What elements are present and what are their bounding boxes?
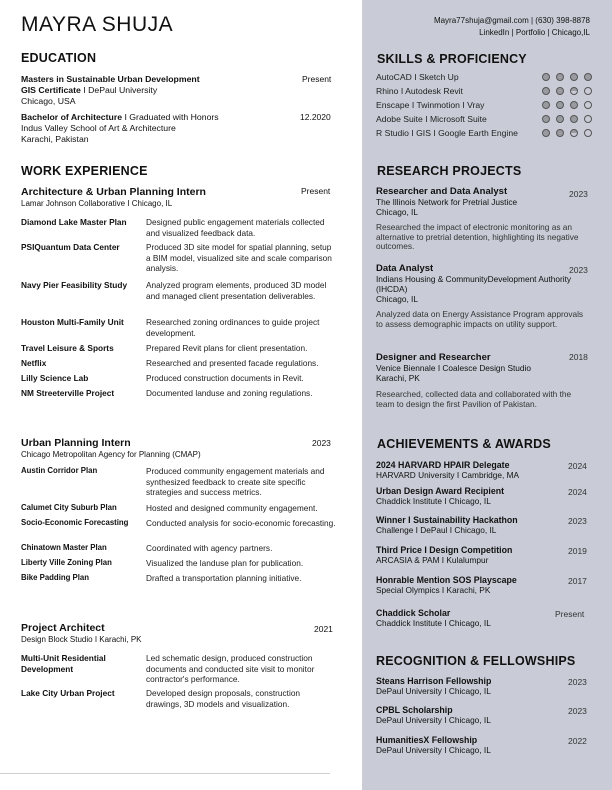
project-name: Navy Pier Feasibility Study [21, 280, 128, 290]
degree-location: Karachi, Pakistan [21, 133, 89, 144]
skill-label: R Studio I GIS I Google Earth Engine [376, 128, 518, 138]
degree-title-line: Bachelor of Architecture I Graduated with Honors [21, 112, 219, 122]
item-title: HumanitiesX Fellowship [376, 735, 478, 745]
footer-divider [0, 773, 330, 774]
item-title: Chaddick Scholar [376, 608, 451, 618]
work-heading: WORK EXPERIENCE [21, 164, 148, 178]
research-role: Researcher and Data Analyst [376, 186, 508, 197]
awards-heading: ACHIEVEMENTS & AWARDS [377, 437, 551, 451]
awards-item [376, 575, 590, 595]
rating-dot-icon [570, 129, 578, 137]
skill-row [376, 86, 592, 96]
job-header [21, 622, 321, 646]
rating-dot-icon [570, 73, 578, 81]
project-name: Netflix [21, 358, 47, 368]
rating-dot-icon [542, 101, 550, 109]
item-year: 2023 [568, 706, 587, 716]
project-desc: Analyzed program elements, produced 3D model and managed client presentation deliverables. [146, 280, 327, 301]
awards-item [376, 460, 590, 480]
item-title: Honrable Mention SOS Playscape [376, 575, 517, 585]
job-title: Architecture & Urban Planning Intern [21, 186, 206, 198]
rating-dot-icon [542, 129, 550, 137]
job-header [21, 437, 321, 461]
rating-dot-icon [584, 73, 592, 81]
rating-dot-icon [542, 73, 550, 81]
skill-rating [542, 129, 592, 138]
item-title: 2024 HARVARD HPAIR Delegate [376, 460, 510, 470]
education-year: Present [302, 74, 332, 84]
research-year: 2023 [569, 265, 588, 275]
project-row [21, 543, 341, 554]
project-row [21, 388, 341, 399]
degree-title: Masters in Sustainable Urban Development [21, 74, 200, 84]
project-desc: Produced community engagement materials and synthesized feedback to create site specific strategies and success metrics. [146, 466, 325, 498]
item-org: Challenge I DePaul I Chicago, IL [376, 525, 497, 535]
item-year: 2017 [568, 576, 587, 586]
project-row [21, 518, 341, 529]
candidate-name: MAYRA SHUJA [21, 13, 174, 36]
research-item [376, 187, 590, 252]
contact-email-phone[interactable]: Mayra77shuja@gmail.com | (630) 398-8878 [433, 16, 590, 25]
rating-dot-icon [570, 115, 578, 123]
job-year: 2023 [312, 438, 331, 448]
rating-dot-icon [556, 101, 564, 109]
contact-links[interactable]: LinkedIn | Portfolio | Chicago,IL [479, 27, 590, 37]
job-header [21, 186, 321, 210]
project-row [21, 280, 341, 301]
item-year: 2023 [568, 677, 587, 687]
item-title: Urban Design Award Recipient [376, 486, 505, 496]
skill-rating [542, 115, 592, 124]
skill-row [376, 100, 592, 110]
job-title: Project Architect [21, 622, 105, 634]
skills-heading: SKILLS & PROFICIENCY [377, 52, 527, 66]
research-item [376, 353, 590, 409]
rating-dot-icon [556, 73, 564, 81]
education-item [21, 112, 321, 144]
skill-row [376, 72, 592, 82]
job-org: Chicago Metropolitan Agency for Planning (CMAP) [21, 450, 201, 459]
item-year: 2024 [568, 461, 587, 471]
item-title: Third Price I Design Competition [376, 545, 513, 555]
project-row [21, 217, 341, 238]
project-name: Bike Padding Plan [21, 573, 90, 582]
awards-item [376, 515, 590, 535]
research-year: 2018 [569, 352, 588, 362]
research-heading: RESEARCH PROJECTS [377, 164, 522, 178]
research-location: Karachi, PK [376, 373, 420, 383]
contact-info [434, 15, 590, 38]
education-heading: EDUCATION [21, 51, 97, 65]
project-desc: Researched and presented facade regulations. [146, 358, 319, 368]
research-desc: Researched the impact of electronic monitoring as an alternative to pretrial detention, highlighting its negative outcomes. [376, 222, 579, 252]
research-role: Designer and Researcher [376, 352, 491, 363]
project-name: Liberty Ville Zoning Plan [21, 558, 112, 567]
rating-dot-icon [556, 129, 564, 137]
item-year: Present [555, 609, 585, 619]
project-name: PSIQuantum Data Center [21, 242, 120, 252]
degree-line2: GIS Certificate I DePaul University [21, 84, 158, 95]
project-row [21, 653, 341, 685]
project-name: Multi-Unit Residential Development [21, 653, 106, 674]
rating-dot-icon [584, 101, 592, 109]
rating-dot-icon [542, 115, 550, 123]
project-row [21, 373, 341, 384]
item-year: 2024 [568, 487, 587, 497]
rating-dot-icon [584, 129, 592, 137]
skill-row [376, 114, 592, 124]
project-desc: Researched zoning ordinances to guide project development. [146, 317, 320, 338]
item-org: HARVARD University I Cambridge, MA [376, 470, 520, 480]
skill-rating [542, 73, 592, 82]
research-org: Venice Biennale I Coalesce Design Studio [376, 363, 531, 373]
research-desc: Researched, collected data and collaborated with the team to design the first Pavilion of Pakistan. [376, 389, 572, 409]
project-row [21, 688, 341, 709]
item-org: Chaddick Institute I Chicago, IL [376, 618, 491, 628]
project-desc: Led schematic design, produced construction documents and conducted site visit to monitor contractor's performance. [146, 653, 315, 685]
education-year: 12.2020 [300, 112, 331, 122]
item-title: Steans Harrison Fellowship [376, 676, 492, 686]
project-desc: Coordinated with agency partners. [146, 543, 273, 553]
research-org: Indians Housing & CommunityDevelopment Authority (IHCDA) [376, 274, 572, 294]
project-row [21, 558, 341, 569]
project-name: NM Streeterville Project [21, 388, 115, 398]
skill-row [376, 128, 592, 138]
job-org: Design Block Studio I Karachi, PK [21, 635, 142, 644]
item-org: Chaddick Institute I Chicago, IL [376, 496, 491, 506]
project-name: Socio-Economic Forecasting [21, 518, 129, 527]
item-title: Winner I Sustainability Hackathon [376, 515, 518, 525]
project-desc: Conducted analysis for socio-economic forecasting. [146, 518, 336, 528]
awards-item [376, 486, 590, 506]
fellowships-heading: RECOGNITION & FELLOWSHIPS [376, 654, 576, 668]
project-name: Travel Leisure & Sports [21, 343, 114, 353]
research-location: Chicago, IL [376, 207, 418, 217]
project-name: Diamond Lake Master Plan [21, 217, 127, 227]
rating-dot-icon [584, 87, 592, 95]
skill-rating [542, 101, 592, 110]
rating-dot-icon [556, 115, 564, 123]
research-org: The Illinois Network for Pretrial Justice [376, 197, 518, 207]
rating-dot-icon [570, 101, 578, 109]
education-item [21, 74, 321, 106]
fellowships-item [376, 676, 590, 696]
project-name: Austin Corridor Plan [21, 466, 98, 475]
job-year: 2021 [314, 624, 333, 634]
degree-location: Chicago, USA [21, 95, 76, 106]
project-row [21, 317, 341, 338]
research-role: Data Analyst [376, 263, 434, 274]
item-title: CPBL Scholarship [376, 705, 453, 715]
skill-label: Adobe Suite I Microsoft Suite [376, 114, 487, 124]
project-name: Houston Multi-Family Unit [21, 317, 124, 327]
job-org: Lamar Johnson Collaborative I Chicago, IL [21, 199, 173, 208]
project-desc: Prepared Revit plans for client presentation. [146, 343, 308, 353]
project-row [21, 242, 341, 274]
project-desc: Designed public engagement materials collected and visualized feedback data. [146, 217, 325, 238]
job-title: Urban Planning Intern [21, 437, 131, 449]
project-desc: Developed design proposals, construction drawings, 3D models and visualization. [146, 688, 301, 709]
rating-dot-icon [584, 115, 592, 123]
fellowships-item [376, 705, 590, 725]
item-org: ARCASIA & PAM I Kulalumpur [376, 555, 489, 565]
project-desc: Drafted a transportation planning initiative. [146, 573, 302, 583]
skill-label: Rhino I Autodesk Revit [376, 86, 463, 96]
rating-dot-icon [570, 87, 578, 95]
project-name: Lilly Science Lab [21, 373, 89, 383]
research-location: Chicago, IL [376, 294, 418, 304]
project-row [21, 573, 341, 584]
project-desc: Hosted and designed community engagement. [146, 503, 318, 513]
project-name: Chinatown Master Plan [21, 543, 107, 552]
item-year: 2019 [568, 546, 587, 556]
rating-dot-icon [542, 87, 550, 95]
awards-item [376, 545, 590, 565]
item-org: Special Olympics I Karachi, PK [376, 585, 491, 595]
skill-label: Enscape I Twinmotion I Vray [376, 100, 485, 110]
research-desc: Analyzed data on Energy Assistance Program approvals to assess demographic impacts on utility support. [376, 309, 584, 329]
research-item [376, 264, 590, 329]
project-row [21, 343, 341, 354]
project-desc: Produced 3D site model for spatial planning, setup a BIM model, visualized site and scale comparison analysis. [146, 242, 332, 274]
item-org: DePaul University I Chicago, IL [376, 745, 491, 755]
skill-rating [542, 87, 592, 96]
research-year: 2023 [569, 189, 588, 199]
skill-label: AutoCAD I Sketch Up [376, 72, 459, 82]
project-row [21, 358, 341, 369]
project-desc: Produced construction documents in Revit. [146, 373, 304, 383]
item-org: DePaul University I Chicago, IL [376, 715, 491, 725]
rating-dot-icon [556, 87, 564, 95]
project-desc: Visualized the landuse plan for publication. [146, 558, 304, 568]
project-name: Calumet City Suburb Plan [21, 503, 117, 512]
project-name: Lake City Urban Project [21, 688, 115, 698]
project-row [21, 503, 341, 514]
fellowships-item [376, 735, 590, 755]
item-year: 2023 [568, 516, 587, 526]
project-desc: Documented landuse and zoning regulations. [146, 388, 313, 398]
item-year: 2022 [568, 736, 587, 746]
job-year: Present [301, 186, 331, 196]
project-row [21, 466, 341, 498]
degree-line2: Indus Valley School of Art & Architecture [21, 122, 176, 133]
item-org: DePaul University I Chicago, IL [376, 686, 491, 696]
